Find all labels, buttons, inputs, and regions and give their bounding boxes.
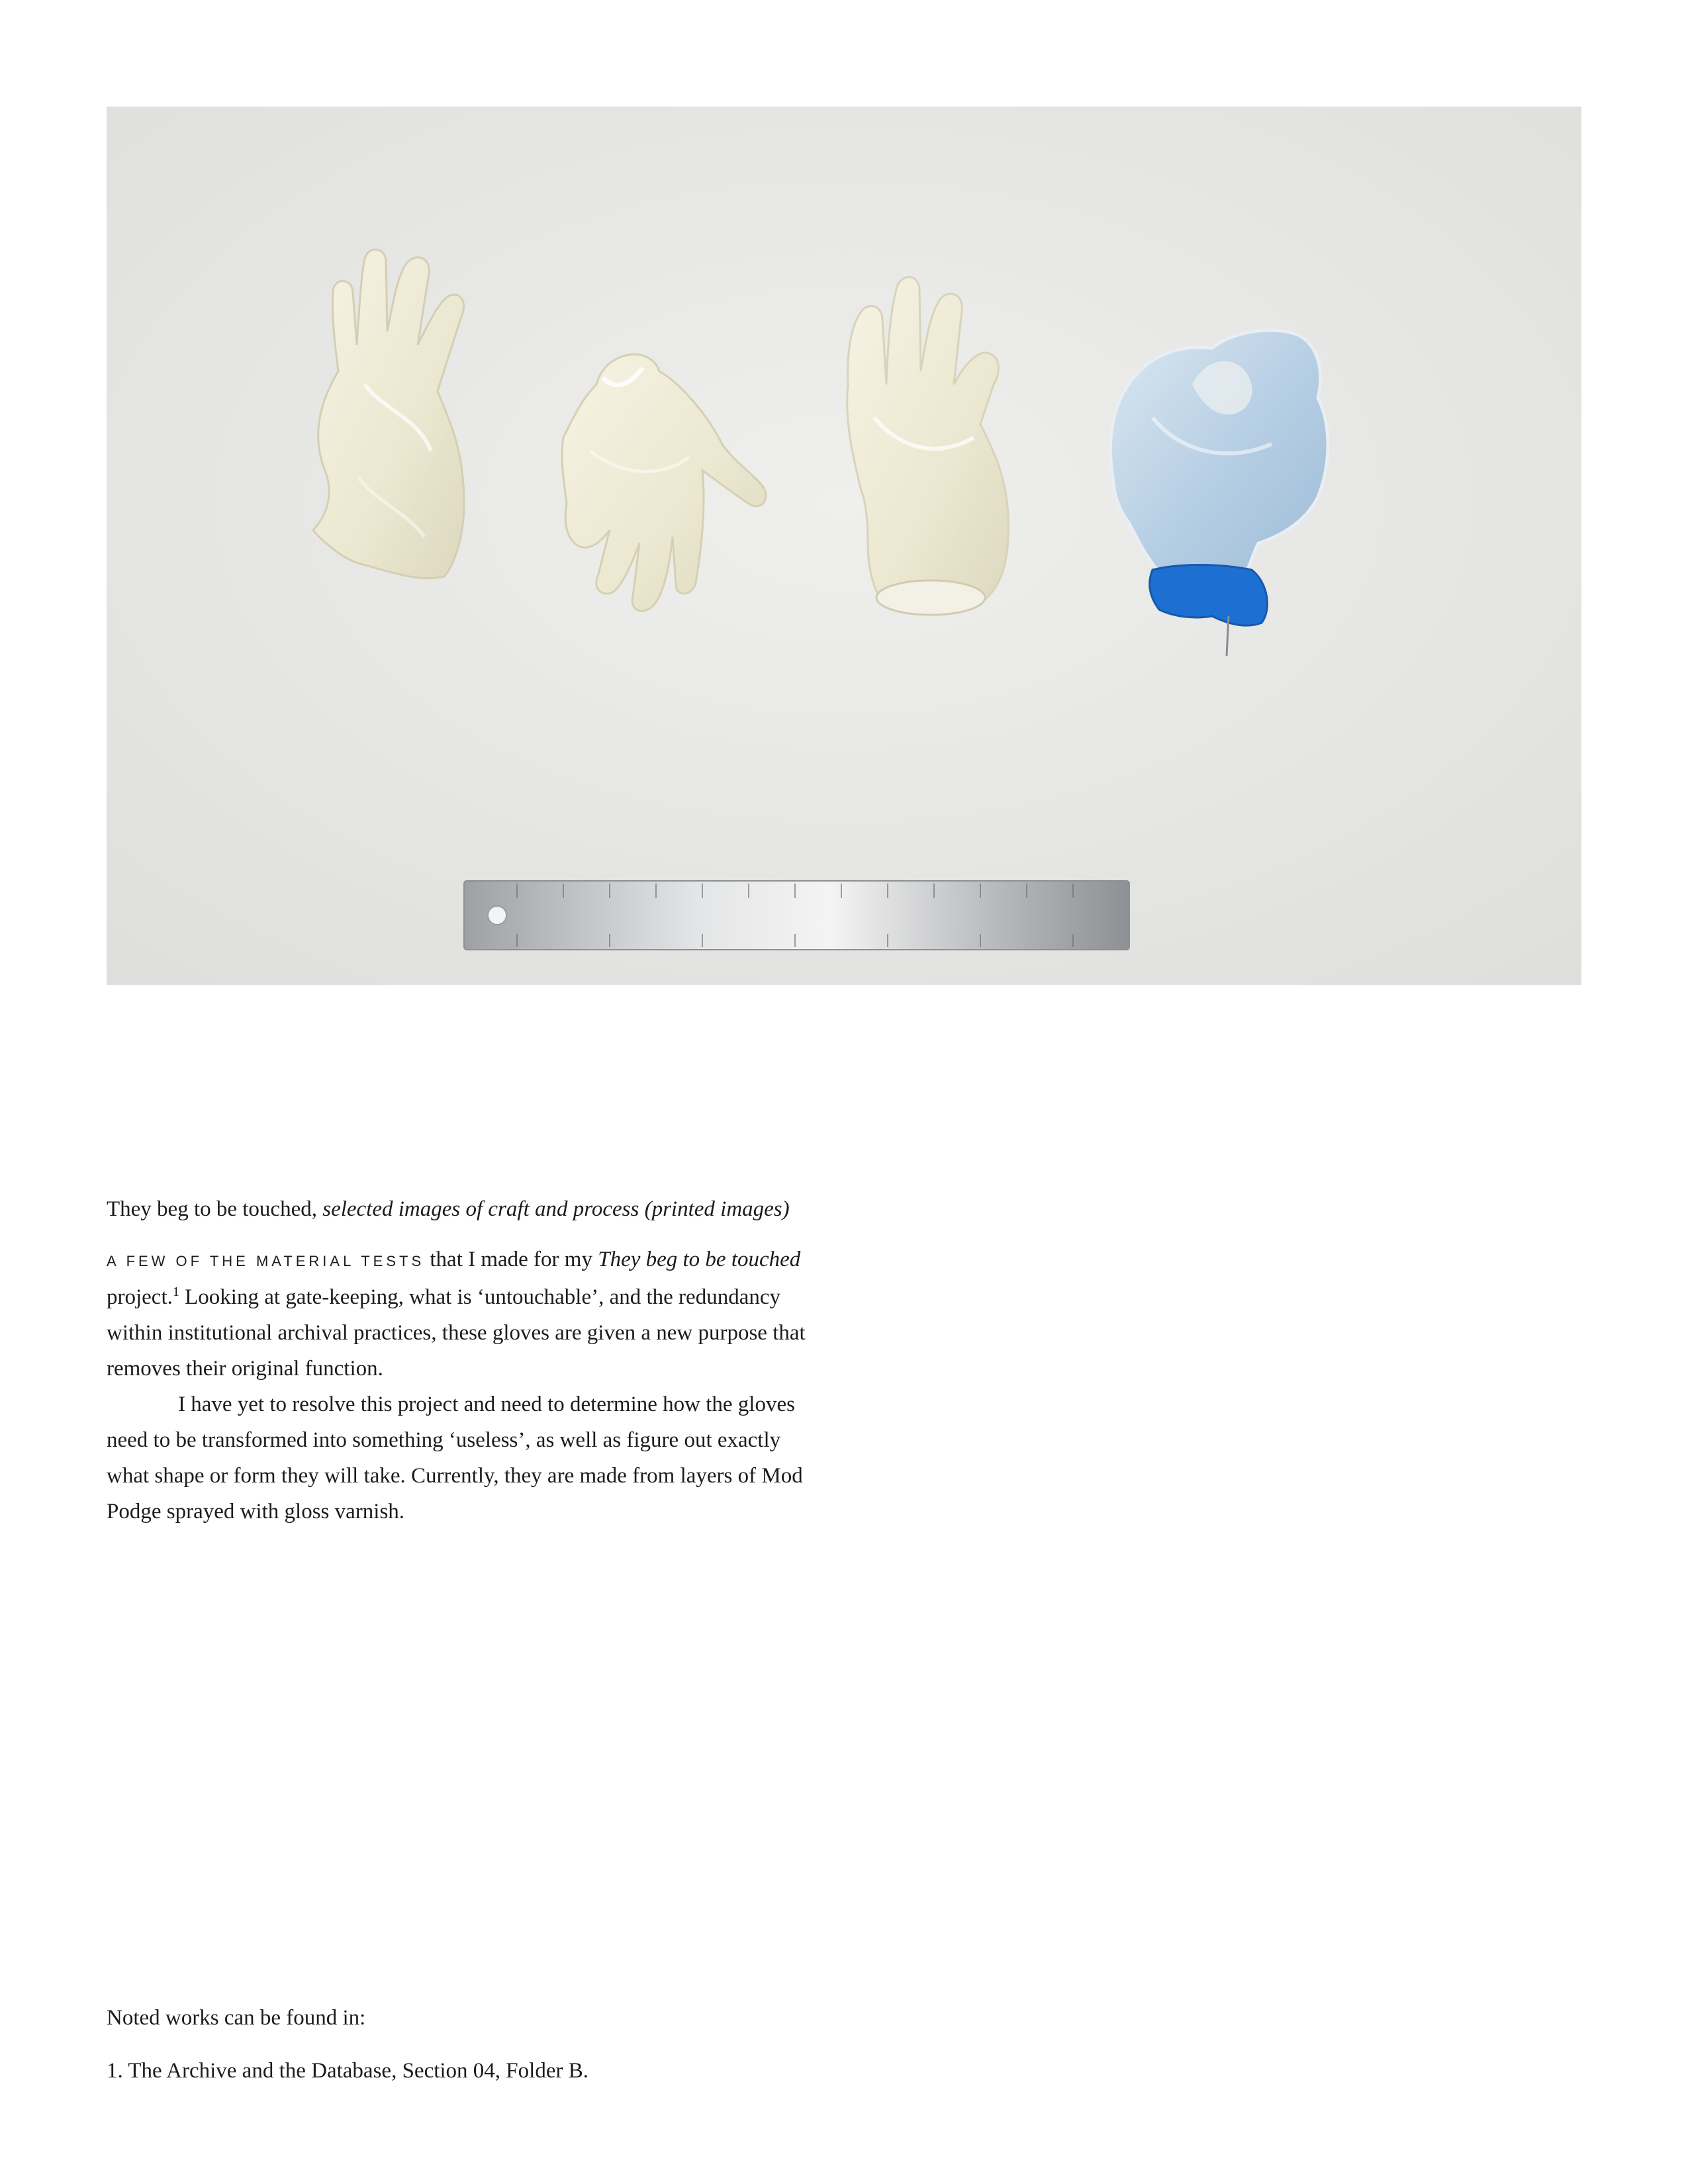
project-title: They beg to be touched bbox=[598, 1248, 801, 1271]
caption-subtitle: selected images of craft and process (printed images) bbox=[322, 1197, 790, 1221]
body-paragraph-2: I have yet to resolve this project and need to determine how the gloves need to be transformed into something ‘useless’, as well as figure out exactly what shape or form they will take. Currently, they are made from layers of Mod Podge sprayed with gloss varnish. bbox=[107, 1392, 803, 1524]
footnote-ref: 1 bbox=[172, 1285, 179, 1299]
body-paragraph-1 bbox=[107, 1242, 828, 1387]
note-item: 1. The Archive and the Database, Section 04, Folder B. bbox=[107, 2059, 588, 2083]
body-text: Looking at gate-keeping, what is ‘untouchable’, and the redundancy within institutional archival practices, these gloves are given a new purpose that removes their original function. bbox=[107, 1285, 806, 1381]
body-text: that I made for my bbox=[424, 1248, 598, 1271]
figure-photo bbox=[107, 107, 1581, 985]
notes-heading: Noted works can be found in: bbox=[107, 2006, 366, 2030]
photo-illustration bbox=[107, 107, 1581, 985]
notes-section bbox=[107, 2000, 1033, 2106]
lead-smallcaps: A FEW OF THE MATERIAL TESTS bbox=[107, 1253, 425, 1269]
ruler-icon bbox=[464, 881, 1129, 950]
caption-title: They beg to be touched, bbox=[107, 1197, 317, 1221]
body-text: project. bbox=[107, 1285, 173, 1309]
figure-caption bbox=[107, 1191, 828, 1227]
text-column bbox=[107, 1191, 828, 1529]
